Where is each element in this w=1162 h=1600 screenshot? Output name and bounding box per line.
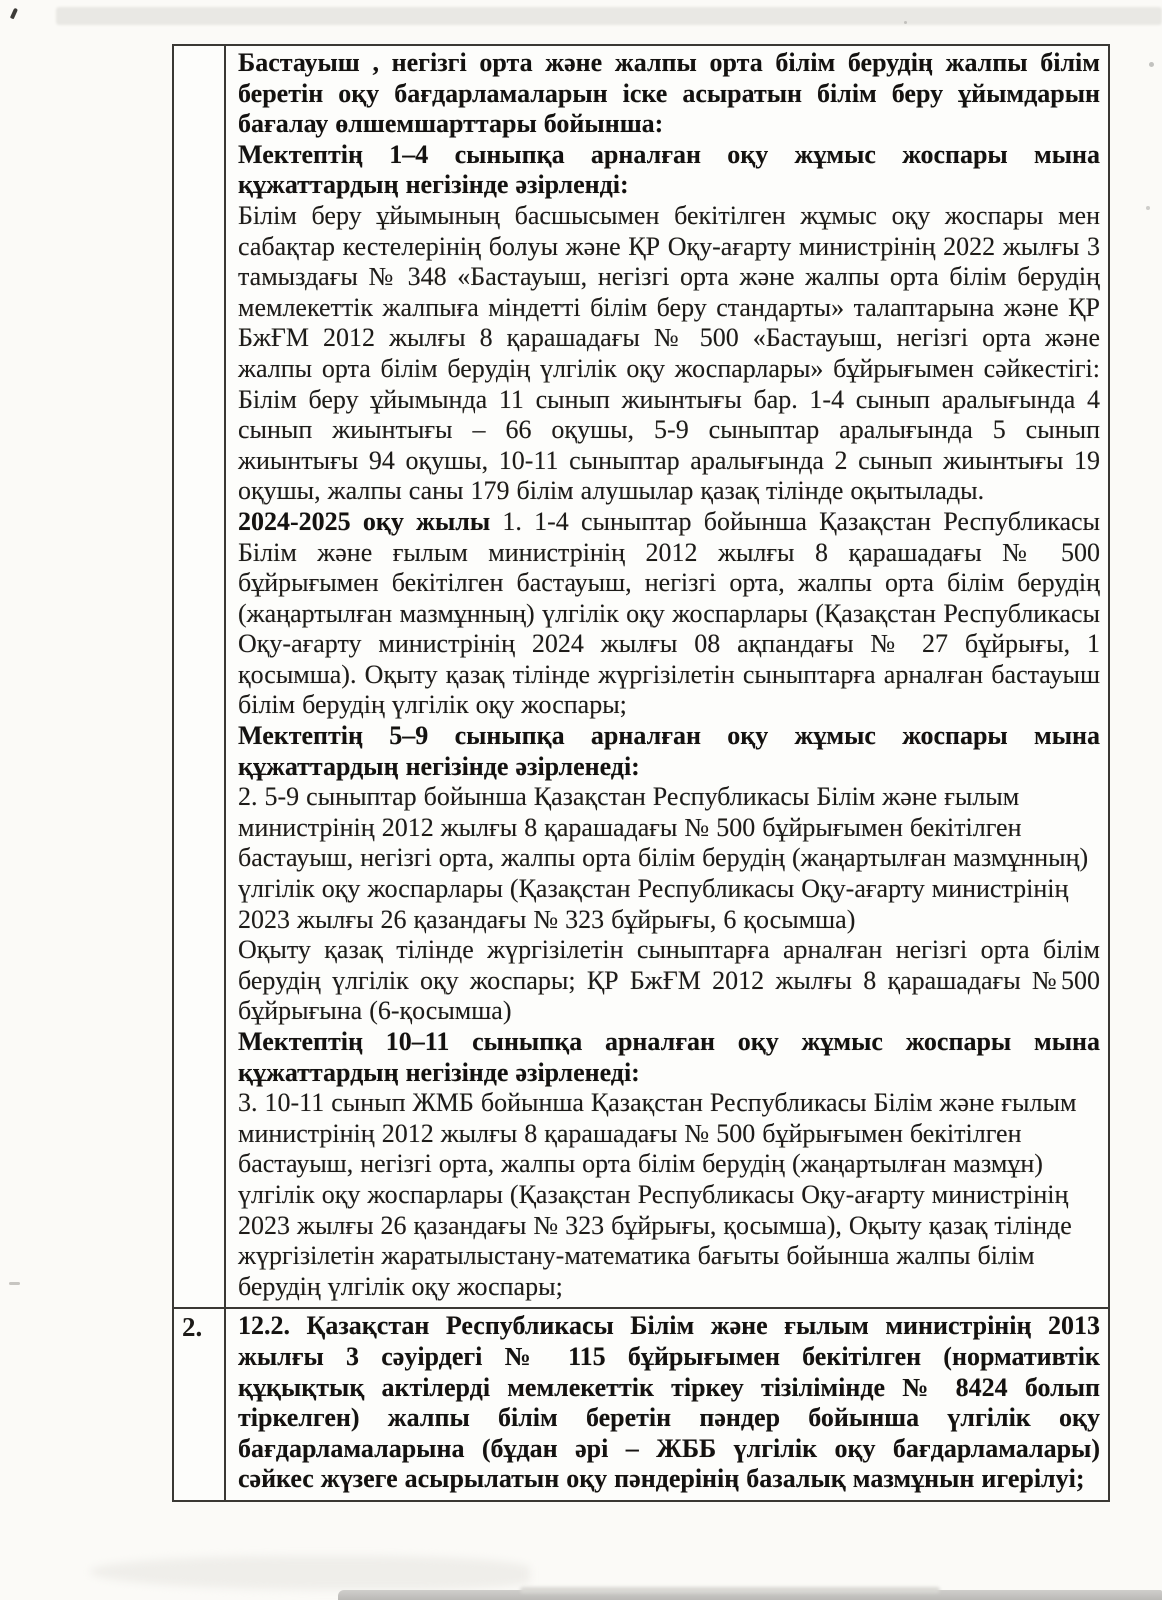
row-content-cell (226, 46, 1108, 1307)
paragraph-grades-5-9-body: 2. 5-9 сыныптар бойынша Қазақстан Республикасы Білім және ғылым министрінің 2012 жылғы 8 қарашадағы № 500 бұйрығымен бекітілген бастауыш, негізгі орта, жалпы орта білім берудің (жаңартылған мазмұнның) үлгілік оқу жоспарлары (Қазақстан Республикасы Оқу-ағарту министрінің 2023 жылғы 26 қазандағы № 323 бұйрығы, 6 қосымша) (238, 782, 1089, 934)
table-row (174, 1307, 1108, 1500)
school-year-body: 1. 1-4 сыныптар бойынша Қазақстан Республикасы Білім және ғылым министрінің 2012 жылғы 8 қарашадағы № 500 бұйрығымен бекітілген бастауыш, негізгі орта, жалпы орта білім берудің (жаңартылған мазмұнның) үлгілік оқу жоспарлары (Қазақстан Республикасы Оқу-ағарту министрінің 2024 жылғы 08 ақпандағы № 27 бұйрығы, 1 қосымша). Оқыту қазақ тілінде жүргізілетін сыныптарға арналған бастауыш білім берудің үлгілік оқу жоспары; (238, 506, 1100, 720)
paragraph-grades-5-9-note: Оқыту қазақ тілінде жүргізілетін сыныптарға арналған негізгі орта білім берудің үлгілік оқу жоспары; ҚР БжҒМ 2012 жылғы 8 қарашадағы №500 бұйрығына (6-қосымша) (238, 935, 1100, 1026)
scan-artifact-speck (1146, 206, 1150, 210)
scan-artifact-top-band (56, 7, 1162, 25)
paragraph-grades-1-4-body: Білім беру ұйымының басшысымен бекітілген жұмыс оқу жоспары мен сабақтар кестелерінің болуы және ҚР Оқу-ағарту министрінің 2022 жылғы 3 тамыздағы № 348 «Бастауыш, негізгі орта және жалпы орта білім берудің мемлекеттік жалпыға міндетті білім беру стандарты» талаптарына және ҚР БжҒМ 2012 жылғы 8 қарашадағы № 500 «Бастауыш, негізгі орта және жалпы орта білім берудің үлгілік оқу жоспарлары» бұйрығымен сәйкестігі: Білім беру ұйымында 11 сынып жиынтығы бар. 1-4 сынып аралығында 4 сынып жиынтығы – 66 оқушы, 5-9 сыныптар аралығында 5 сынып жиынтығы 94 оқушы, 10-11 сыныптар аралығында 2 сынып жиынтығы 19 оқушы, жалпы саны 179 білім алушылар қазақ тілінде оқытылады. (238, 200, 1100, 506)
paragraph-school-year (238, 507, 1100, 721)
scan-artifact-smudge (90, 1556, 530, 1590)
scan-artifact-bottom-strip (338, 1590, 1162, 1600)
row-number-cell (174, 46, 226, 1307)
school-year-label: 2024-2025 оқу жылы (238, 506, 491, 536)
paragraph-grades-5-9-heading: Мектептің 5–9 сыныпқа арналған оқу жұмыс жоспары мына құжаттардың негізінде әзірленеді: (238, 721, 1100, 781)
paragraph-criteria-heading: Бастауыш , негізгі орта және жалпы орта білім берудің жалпы білім беретін оқу бағдарламаларын іске асыратын білім беру ұйымдарын бағалау өлшемшарттары бойынша: (238, 48, 1100, 139)
scan-artifact-speck (904, 21, 907, 24)
scan-artifact-bottom-strip (520, 1587, 940, 1593)
paragraph-grades-10-11-body: 3. 10-11 сынып ЖМБ бойынша Қазақстан Республикасы Білім және ғылым министрінің 2012 жылғы 8 қарашадағы № 500 бұйрығымен бекітілген бастауыш, негізгі орта, жалпы орта білім берудің (жаңартылған мазмұн) үлгілік оқу жоспарлары (Қазақстан Республикасы Оқу-ағарту министрінің 2023 жылғы 26 қазандағы № 323 бұйрығы, қосымша), Оқыту қазақ тілінде жүргізілетін жаратылыстану-математика бағыты бойынша жалпы білім берудің үлгілік оқу жоспары; (238, 1088, 1077, 1301)
paragraph-grades-1-4-heading: Мектептің 1–4 сыныпқа арналған оқу жұмыс жоспары мына құжаттардың негізінде әзірленді: (238, 139, 1100, 200)
scan-artifact-tick-mark (10, 8, 18, 20)
row-number-cell: 2. (174, 1309, 226, 1500)
paragraph-item-12-2: 12.2. Қазақстан Республикасы Білім және ғылым министрінің 2013 жылғы 3 сәуірдегі № 115 бұйрығымен бекітілген (нормативтік құқықтық актілерді мемлекеттік тіркеу тізілімінде № 8424 болып тіркелген) жалпы білім беретін пәндер бойынша үлгілік оқу бағдарламаларына (бұдан әрі – ЖББ үлгілік оқу бағдарламалары) сәйкес жүзеге асырылатын оқу пәндерінің базалық мазмұнын игерілуі; (238, 1311, 1100, 1494)
scan-artifact-speck (1149, 62, 1154, 67)
paragraph-grades-10-11-heading: Мектептің 10–11 сыныпқа арналған оқу жұмыс жоспары мына құжаттардың негізінде әзірленеді: (238, 1027, 1100, 1087)
table-row (174, 46, 1108, 1307)
scan-artifact-dash (9, 1282, 20, 1285)
criteria-table (172, 44, 1110, 1502)
row-content-cell (226, 1309, 1108, 1500)
